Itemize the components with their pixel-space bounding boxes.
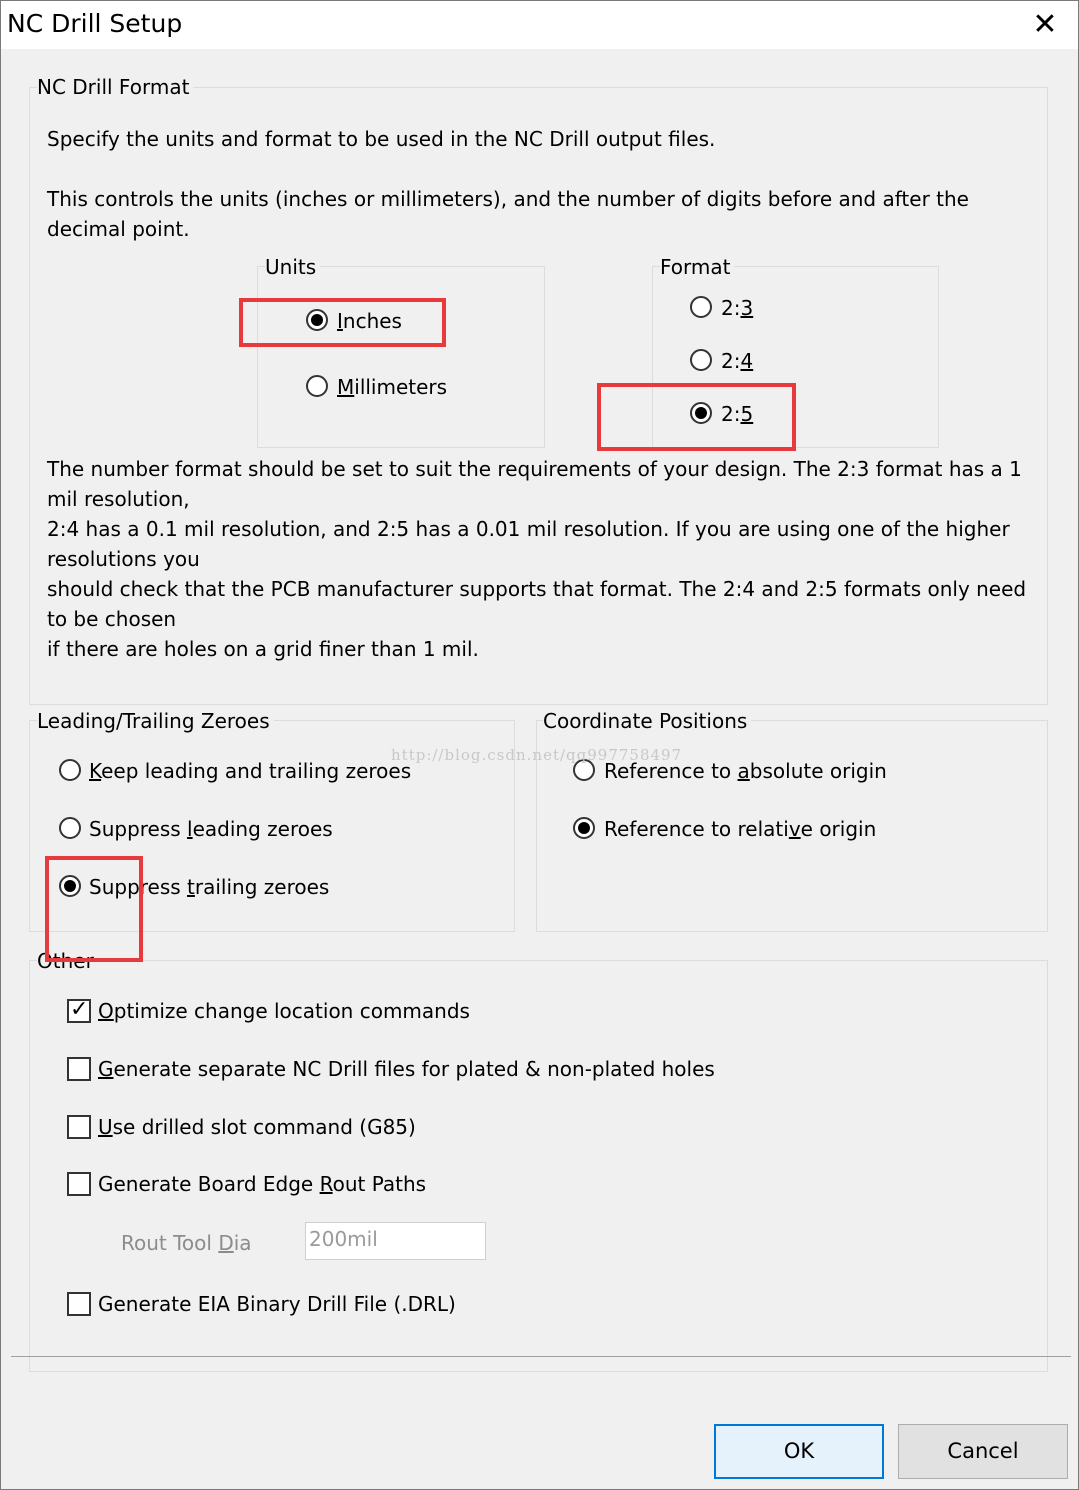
suppress-trailing-radio[interactable] [59, 875, 81, 897]
coordinate-legend: Coordinate Positions [543, 709, 751, 733]
units-group [257, 266, 545, 448]
format-description-line2: decimal point. [47, 217, 190, 241]
format-note-line-3: 2:4 has a 0.1 mil resolution, and 2:5 has a 0.01 mil resolution. If you are using one of the higher [47, 517, 1010, 541]
checkmark-icon: ✓ [70, 997, 89, 1022]
format-2-3-radio[interactable] [690, 296, 712, 318]
relative-origin-radio[interactable] [573, 817, 595, 839]
title-bar [1, 1, 1078, 49]
millimeters-radio[interactable] [306, 375, 328, 397]
relative-origin-label[interactable]: Reference to relative origin [604, 817, 877, 841]
format-note-line-4: resolutions you [47, 547, 200, 571]
separate-files-label[interactable]: Generate separate NC Drill files for plated & non-plated holes [98, 1057, 715, 1081]
format-2-4-label[interactable]: 2:4 [721, 349, 754, 373]
keep-zeroes-radio[interactable] [59, 759, 81, 781]
rout-tool-dia-input[interactable]: 200mil [305, 1222, 486, 1260]
rout-paths-checkbox[interactable] [67, 1172, 91, 1196]
millimeters-label[interactable]: Millimeters [337, 375, 448, 399]
eia-binary-checkbox[interactable] [67, 1292, 91, 1316]
drilled-slot-label[interactable]: Use drilled slot command (G85) [98, 1115, 416, 1139]
format-2-5-radio[interactable] [690, 402, 712, 424]
absolute-origin-label[interactable]: Reference to absolute origin [604, 759, 887, 783]
format-note-line-1: The number format should be set to suit the requirements of your design. The 2:3 format has a 1 [47, 457, 1022, 481]
suppress-leading-label[interactable]: Suppress leading zeroes [89, 817, 333, 841]
eia-binary-label[interactable]: Generate EIA Binary Drill File (.DRL) [98, 1292, 456, 1316]
format-note-line-5: should check that the PCB manufacturer supports that format. The 2:4 and 2:5 formats only need [47, 577, 1027, 601]
close-icon[interactable]: ✕ [1032, 7, 1058, 42]
format-2-5-label[interactable]: 2:5 [721, 402, 754, 426]
nc-drill-format-legend: NC Drill Format [37, 75, 193, 99]
optimize-label[interactable]: Optimize change location commands [98, 999, 470, 1023]
suppress-trailing-label[interactable]: Suppress trailing zeroes [89, 875, 330, 899]
ok-button[interactable]: OK [714, 1424, 884, 1479]
format-note-line-2: mil resolution, [47, 487, 190, 511]
format-note-line-7: if there are holes on a grid finer than 1 mil. [47, 637, 479, 661]
optimize-checkbox[interactable] [67, 999, 91, 1023]
suppress-leading-radio[interactable] [59, 817, 81, 839]
rout-paths-label[interactable]: Generate Board Edge Rout Paths [98, 1172, 427, 1196]
format-intro-text: Specify the units and format to be used in the NC Drill output files. [47, 127, 716, 151]
keep-zeroes-label[interactable]: Keep leading and trailing zeroes [89, 759, 412, 783]
format-legend: Format [660, 255, 734, 279]
units-legend: Units [265, 255, 320, 279]
format-2-3-label[interactable]: 2:3 [721, 296, 754, 320]
rout-tool-dia-label: Rout Tool Dia [121, 1231, 252, 1255]
zeroes-legend: Leading/Trailing Zeroes [37, 709, 274, 733]
inches-label[interactable]: Inches [337, 309, 402, 333]
separate-files-checkbox[interactable] [67, 1057, 91, 1081]
format-note-line-6: to be chosen [47, 607, 177, 631]
inches-radio[interactable] [306, 309, 328, 331]
window-title: NC Drill Setup [7, 9, 183, 38]
format-2-4-radio[interactable] [690, 349, 712, 371]
drilled-slot-checkbox[interactable] [67, 1115, 91, 1139]
button-separator [11, 1356, 1071, 1357]
watermark-text: http://blog.csdn.net/qq997758497 [391, 746, 683, 764]
cancel-button[interactable]: Cancel [898, 1424, 1068, 1479]
other-legend: Other [37, 949, 98, 973]
format-description-line1: This controls the units (inches or millimeters), and the number of digits before and after the [47, 187, 969, 211]
